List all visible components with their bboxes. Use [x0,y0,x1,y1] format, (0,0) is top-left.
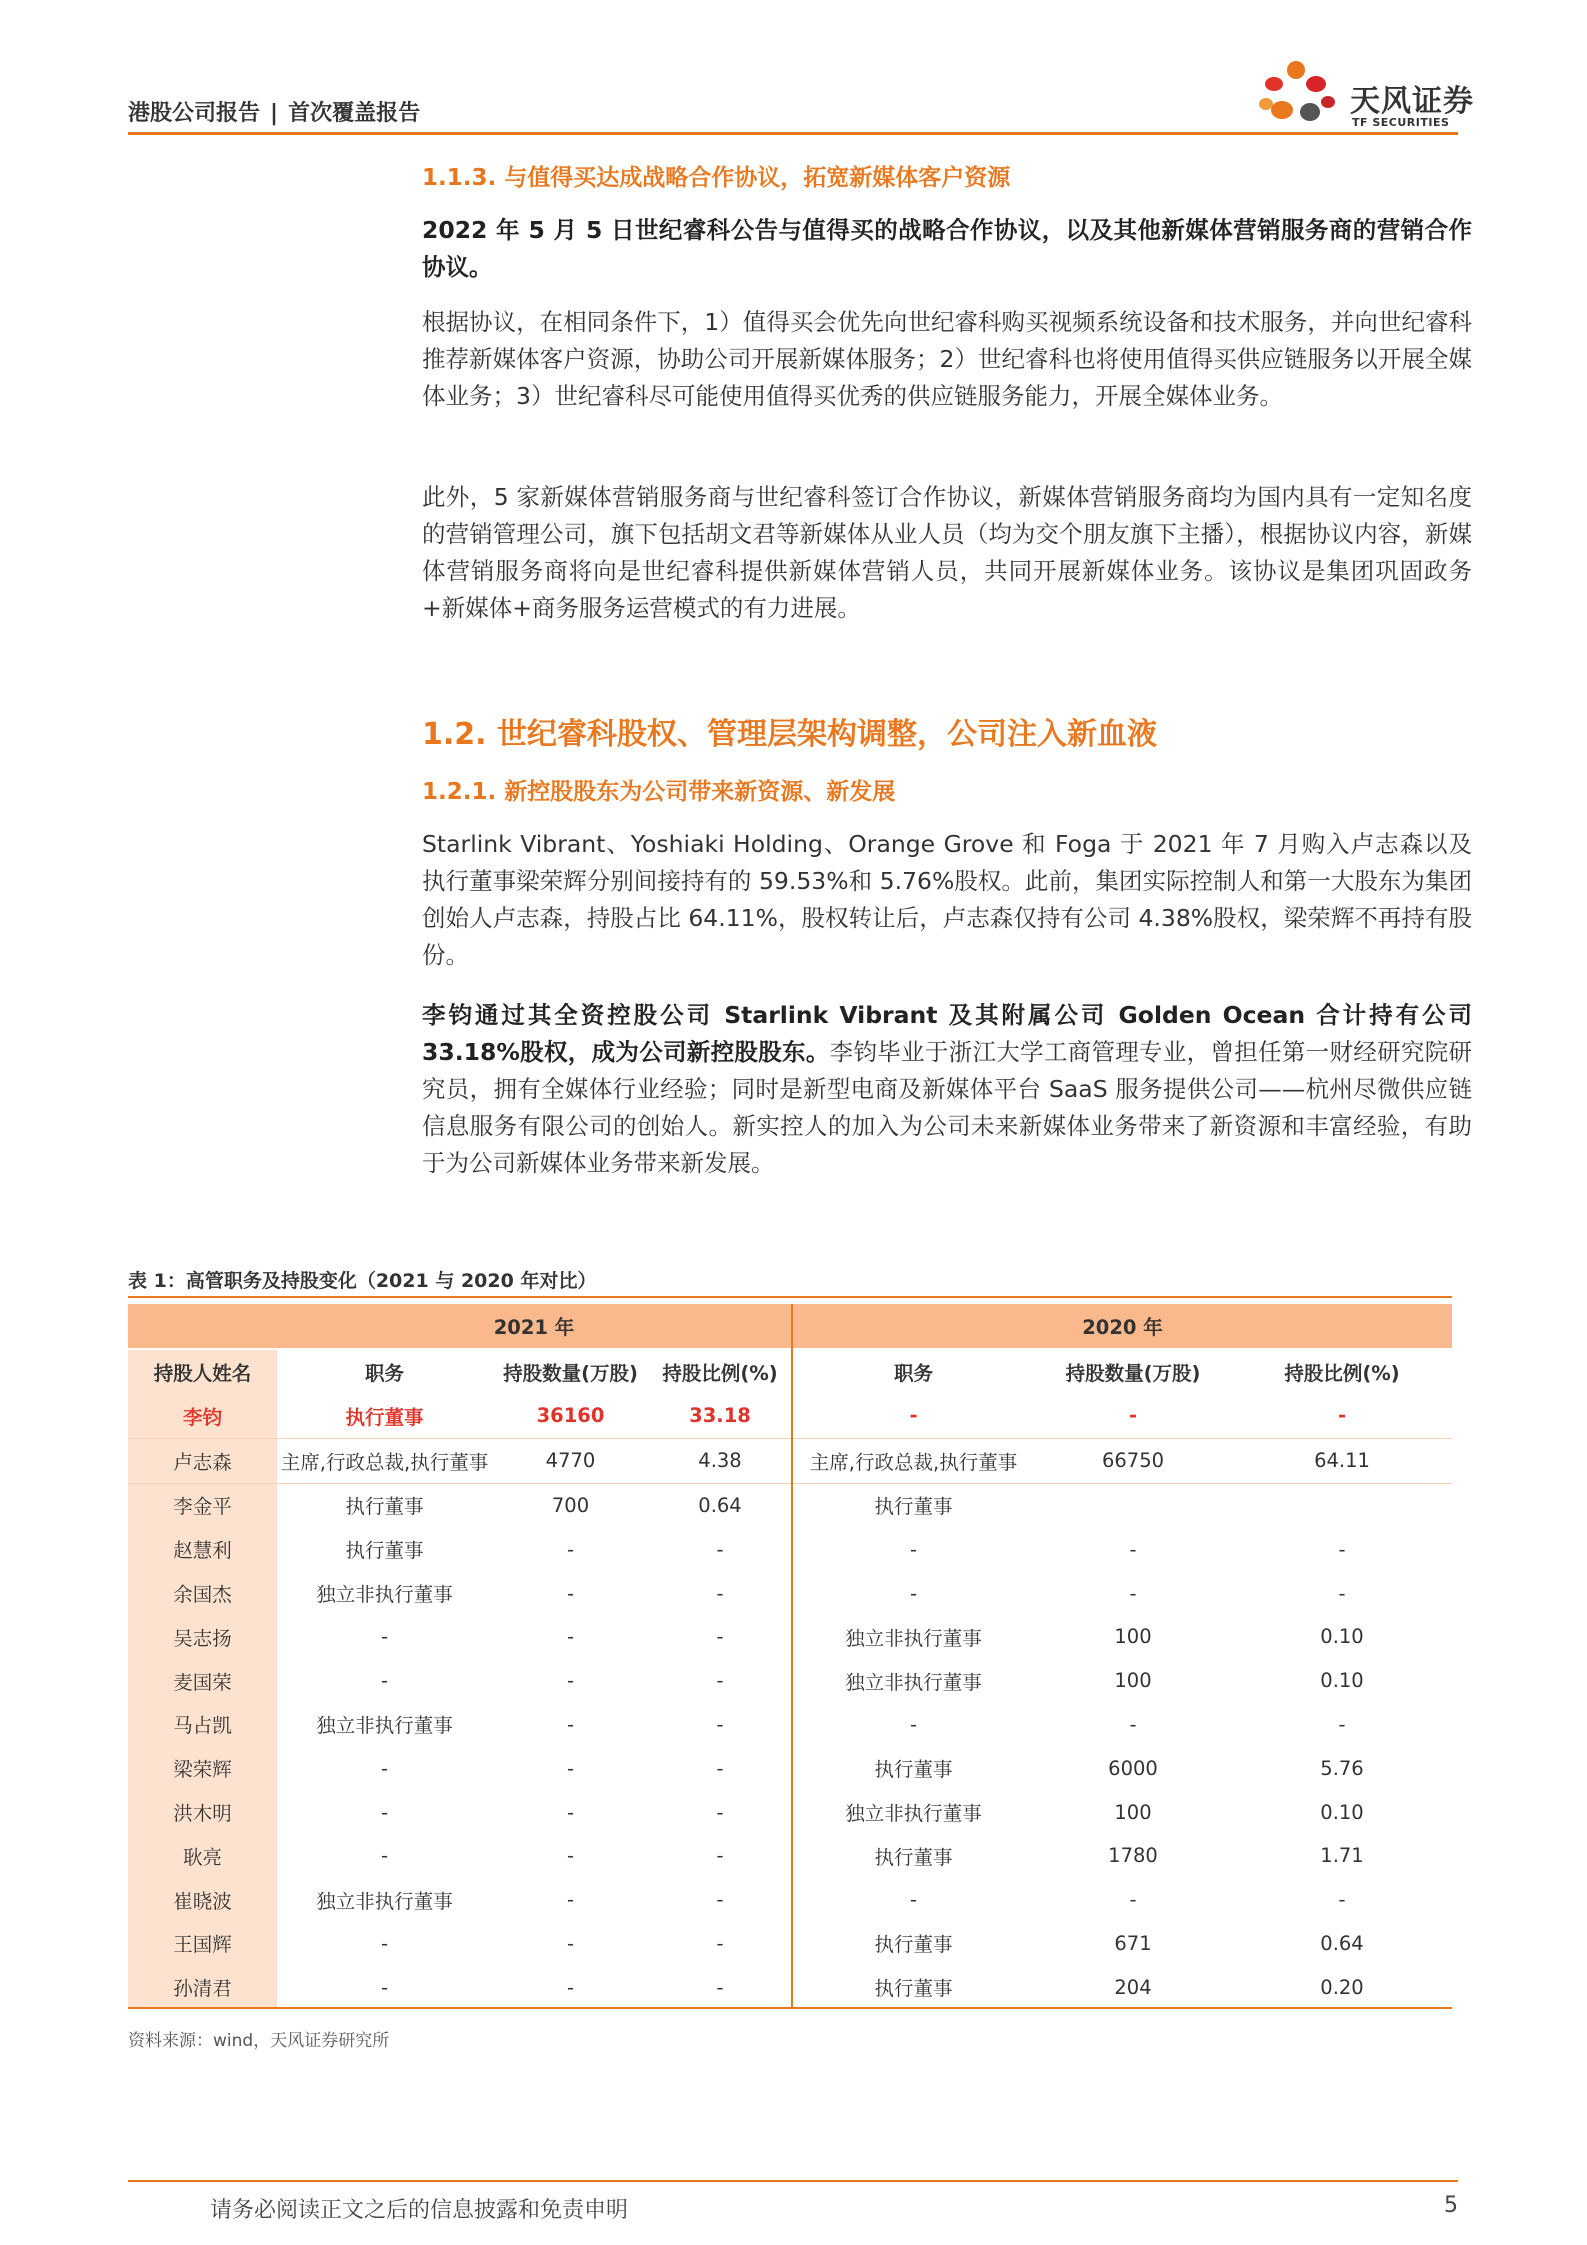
cell-ratio-2020: 5.76 [1320,1756,1364,1780]
table-row [128,1438,1452,1483]
cell-position-2021: - [380,1756,389,1780]
cell-position-2020: 执行董事 [874,1758,953,1782]
cell-position-2021: - [380,1931,389,1955]
cell-position-2020: 独立非执行董事 [845,1670,982,1694]
logo-text-en: TF SECURITIES [1352,116,1450,129]
table-row [128,1571,1452,1615]
footer-divider [128,2180,1458,2182]
cell-shares-2021: 36160 [492,1394,649,1438]
cell-ratio-2020 [1232,1483,1452,1527]
cell-ratio-2021: - [649,1746,792,1790]
cell-position-2021: - [380,1800,389,1824]
table-body [128,1394,1452,2009]
cell-position-2020: - [909,1712,918,1736]
cell-name: 李钧 [128,1394,277,1438]
table-row [128,1790,1452,1834]
cell-position-2021: 执行董事 [345,1539,424,1563]
cell-position-2020: - [792,1394,1034,1438]
cell-position-2021: 独立非执行董事 [316,1714,453,1738]
flower-logo-icon [1252,56,1342,138]
cell-shares-2020: 100 [1114,1800,1152,1824]
cell-name: 吴志扬 [128,1615,277,1659]
table-row [128,1394,1452,1438]
cell-ratio-2020: 0.20 [1320,1975,1364,1999]
controlling-shareholder-detail: 李钧毕业于浙江大学工商管理专业，曾担任第一财经研究院研究员，拥有全媒体行业经验；同时是新型电商及新媒体平台 SaaS 服务提供公司——杭州尽微供应链信息服务有限公司的创始人。新实控人的加入为公司未来新媒体业务带来了新资源和丰富经验，有助于为公司新媒体业务带来新发展。 [422,1038,1472,1177]
cell-position-2021: 独立非执行董事 [316,1889,453,1913]
controlling-shareholder-lead: 李钧通过其全资控股公司 Starlink Vibrant 及其附属公司 Golden Ocean 合计持有公司 33.18%股权，成为公司新控股股东。 [422,1001,1472,1066]
year-2020-header: 2020 年 [792,1304,1452,1349]
section-heading-1-2: 1.2. 世纪睿科股权、管理层架构调整，公司注入新血液 [422,717,1157,752]
col-header-position-2021: 职务 [277,1349,492,1394]
partners-paragraph: 此外，5 家新媒体营销服务商与世纪睿科签订合作协议，新媒体营销服务商均为国内具有一定知名度的营销管理公司，旗下包括胡文君等新媒体从业人员（均为交个朋友旗下主播），根据协议内容，新媒体营销服务商将向是世纪睿科提供新媒体营销人员，共同开展新媒体业务。该协议是集团巩固政务+新媒体+商务服务运营模式的有力进展。 [422,483,1472,622]
cell-ratio-2020: 0.64 [1320,1931,1364,1955]
column-header-row [128,1349,1452,1394]
cell-name: 孙清君 [128,1965,277,2009]
cell-ratio-2021: - [649,1790,792,1834]
cell-position-2020: 独立非执行董事 [845,1802,982,1826]
col-header-ratio-2020: 持股比例(%) [1232,1349,1452,1394]
cell-shares-2021: - [566,1669,575,1693]
cell-name: 马占凯 [128,1703,277,1747]
executive-shareholding-table [128,1304,1452,2009]
cell-ratio-2021: - [649,1527,792,1571]
cell-shares-2020: - [1129,1712,1137,1736]
cell-shares-2020: 66750 [1034,1438,1232,1483]
cell-ratio-2020: - [1338,1581,1346,1605]
cell-position-2020: 执行董事 [874,1977,953,2001]
cell-position-2020: 执行董事 [874,1933,953,1957]
table-bottom-rule [128,2007,1452,2009]
table-row [128,1746,1452,1790]
cell-name: 余国杰 [128,1571,277,1615]
table-top-rule [128,1296,1452,1298]
cell-shares-2021: - [566,1625,575,1649]
col-header-shares-2021: 持股数量(万股) [492,1349,649,1394]
col-header-position-2020: 职务 [792,1349,1034,1394]
cell-shares-2020: 204 [1114,1975,1152,1999]
cell-shares-2020 [1034,1483,1232,1527]
table-row [128,1659,1452,1703]
footer-disclaimer: 请务必阅读正文之后的信息披露和免责申明 [210,2198,629,2223]
table-source-note: 资料来源：wind，天风证券研究所 [128,2031,390,2051]
table-row [128,1615,1452,1659]
cell-ratio-2021: - [649,1659,792,1703]
cell-ratio-2021: - [649,1615,792,1659]
cell-shares-2021: - [566,1888,575,1912]
cell-position-2021: - [380,1844,389,1868]
cell-ratio-2021: - [649,1878,792,1922]
cell-name: 梁荣辉 [128,1746,277,1790]
cell-shares-2021: - [566,1756,575,1780]
cell-ratio-2021: - [649,1571,792,1615]
cell-shares-2021: - [566,1844,575,1868]
cell-shares-2020: 100 [1114,1625,1152,1649]
cell-shares-2020: 100 [1114,1669,1152,1693]
section-heading-1-2-1: 1.2.1. 新控股股东为公司带来新资源、新发展 [422,779,896,805]
cell-name: 麦国荣 [128,1659,277,1703]
cell-shares-2021: - [566,1931,575,1955]
table-row [128,1527,1452,1571]
cell-position-2020: 主席,行政总裁,执行董事 [792,1438,1034,1483]
cell-ratio-2020: 0.10 [1320,1800,1364,1824]
year-header-row [128,1304,1452,1349]
cell-ratio-2021: - [649,1834,792,1878]
cell-ratio-2021: 4.38 [649,1438,792,1483]
cell-position-2021: 执行董事 [345,1495,424,1519]
section-heading-1-1-3: 1.1.3. 与值得买达成战略合作协议，拓宽新媒体客户资源 [422,165,1011,191]
col-header-name: 持股人姓名 [128,1349,277,1394]
col-header-shares-2020: 持股数量(万股) [1034,1349,1232,1394]
cell-position-2021: - [380,1625,389,1649]
cell-position-2020: 执行董事 [874,1845,953,1869]
table-row [128,1834,1452,1878]
page-number: 5 [1444,2193,1458,2218]
cell-shares-2021: - [566,1537,575,1561]
controlling-shareholder-paragraph [422,997,1472,1182]
cell-ratio-2021: 0.64 [649,1483,792,1527]
cell-position-2020: 独立非执行董事 [845,1626,982,1650]
cell-name: 王国辉 [128,1922,277,1966]
cell-shares-2020: 1780 [1108,1844,1158,1868]
cell-ratio-2020: - [1338,1712,1346,1736]
cell-ratio-2021: 33.18 [649,1394,792,1438]
report-category: 港股公司报告 [128,101,261,126]
cell-position-2021: 独立非执行董事 [316,1583,453,1607]
equity-transfer-paragraph: Starlink Vibrant、Yoshiaki Holding、Orange Grove 和 Foga 于 2021 年 7 月购入卢志森以及执行董事梁荣辉分别间接持有的 59.53%和 5.76%股权。此前，集团实际控制人和第一大股东为集团创始人卢志森，持股占比 64.11%，股权转让后，卢志森仅持有公司 4.38%股权，梁荣辉不再持有股份。 [422,830,1472,969]
cell-ratio-2021: - [649,1922,792,1966]
table-title: 表 1：高管职务及持股变化（2021 与 2020 年对比） [128,1270,597,1292]
cell-position-2021: - [380,1669,389,1693]
cell-shares-2020: 671 [1114,1931,1152,1955]
table-row [128,1483,1452,1527]
cell-ratio-2020: - [1338,1537,1346,1561]
table-row [128,1878,1452,1922]
report-type [128,96,420,127]
cell-ratio-2020: - [1338,1888,1346,1912]
cell-ratio-2020: 64.11 [1232,1438,1452,1483]
cell-shares-2020: - [1129,1537,1137,1561]
cell-ratio-2021: - [649,1703,792,1747]
cell-ratio-2020: 0.10 [1320,1625,1364,1649]
report-subtype: 首次覆盖报告 [288,101,421,126]
cell-shares-2020: - [1129,1888,1137,1912]
cell-name: 崔晓波 [128,1878,277,1922]
cell-shares-2021: 4770 [492,1438,649,1483]
table-row [128,1703,1452,1747]
cell-position-2021: 主席,行政总裁,执行董事 [277,1438,492,1483]
section-lead-paragraph: 2022 年 5 月 5 日世纪睿科公告与值得买的战略合作协议，以及其他新媒体营销服务商的营销合作协议。 [422,216,1472,281]
cell-shares-2021: - [566,1712,575,1736]
cell-ratio-2020: 1.71 [1320,1844,1364,1868]
col-header-ratio-2021: 持股比例(%) [649,1349,792,1394]
cell-position-2020: 执行董事 [874,1495,953,1519]
year-2021-header: 2021 年 [277,1304,792,1349]
cell-shares-2021: 700 [551,1493,590,1517]
cell-shares-2021: - [566,1581,575,1605]
header-separator: | [270,101,279,126]
cell-position-2021: 执行董事 [277,1394,492,1438]
cell-ratio-2020: 0.10 [1320,1669,1364,1693]
cell-ratio-2020: - [1232,1394,1452,1438]
cell-name: 赵慧利 [128,1527,277,1571]
cell-name: 洪木明 [128,1790,277,1834]
cell-position-2021: - [380,1975,389,1999]
cell-name: 李金平 [128,1483,277,1527]
agreement-paragraph: 根据协议，在相同条件下，1）值得买会优先向世纪睿科购买视频系统设备和技术服务，并向世纪睿科推荐新媒体客户资源，协助公司开展新媒体服务；2）世纪睿科也将使用值得买供应链服务以开展全媒体业务；3）世纪睿科尽可能使用值得买优秀的供应链服务能力，开展全媒体业务。 [422,308,1472,410]
year-header-blank [128,1304,277,1349]
cell-shares-2021: - [566,1975,575,1999]
cell-position-2020: - [909,1888,918,1912]
table-row [128,1965,1452,2009]
cell-position-2020: - [909,1537,918,1561]
company-logo [1252,56,1492,136]
cell-shares-2020: 6000 [1108,1756,1158,1780]
cell-name: 卢志森 [128,1438,277,1483]
cell-shares-2021: - [566,1800,575,1824]
cell-position-2020: - [909,1581,918,1605]
logo-text-cn: 天风证券 [1350,84,1474,119]
cell-ratio-2021: - [649,1965,792,2009]
cell-name: 耿亮 [128,1834,277,1878]
table-row [128,1922,1452,1966]
cell-shares-2020: - [1034,1394,1232,1438]
cell-shares-2020: - [1129,1581,1137,1605]
